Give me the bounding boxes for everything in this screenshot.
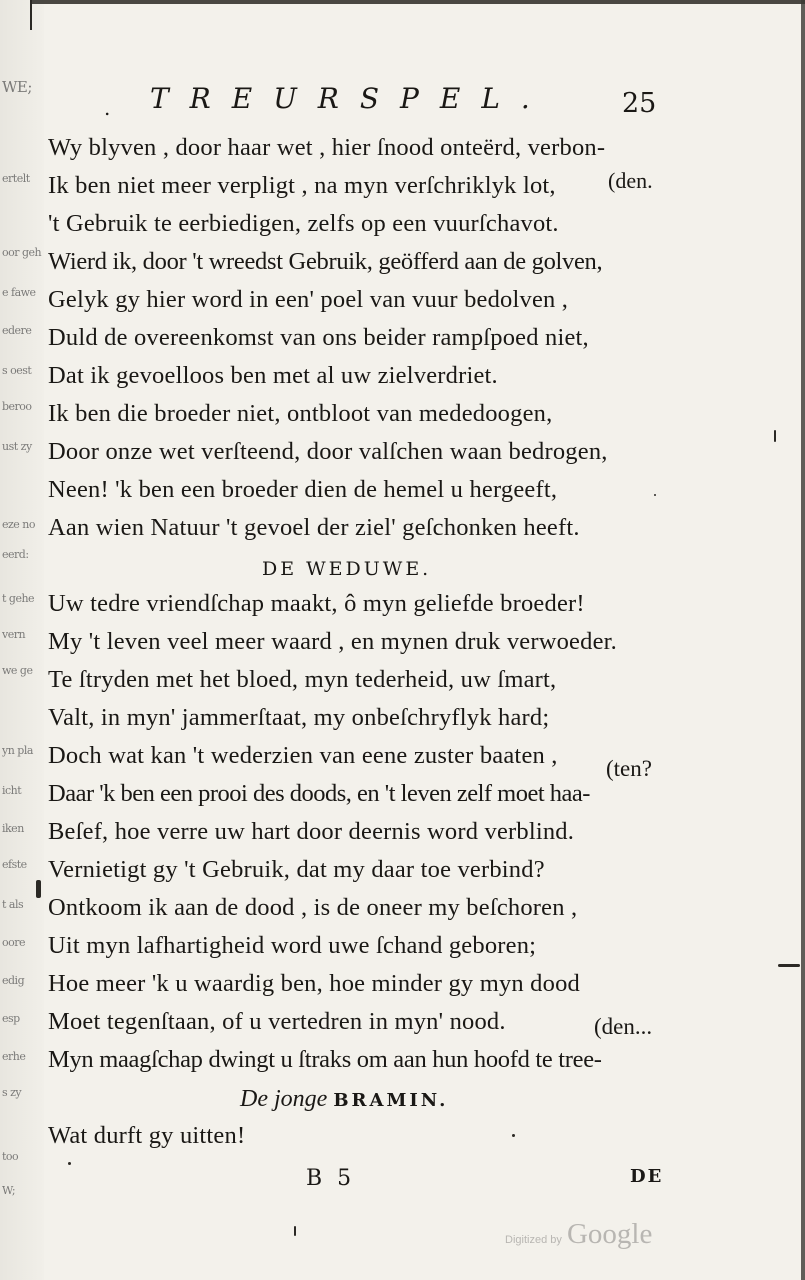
verse-line: Wat durft gy uitten! bbox=[48, 1122, 246, 1149]
ink-speck bbox=[36, 880, 41, 898]
verse-line: Uw tedre vriendſchap maakt, ô myn geliefde broeder! bbox=[48, 590, 585, 617]
bleed-through-text: ertelt bbox=[2, 172, 30, 185]
bleed-through-text: oor geh bbox=[2, 246, 42, 259]
bleed-through-text: esp bbox=[2, 1012, 20, 1025]
speaker-prefix: De jonge bbox=[240, 1086, 328, 1112]
ink-speck bbox=[512, 1134, 515, 1137]
ink-speck bbox=[778, 964, 800, 967]
verse-line: Aan wien Natuur 't gevoel der ziel' geſchonken heeft. bbox=[48, 514, 580, 541]
bleed-through-text: too bbox=[2, 1150, 19, 1163]
bleed-through-text: yn pla bbox=[2, 744, 33, 757]
bleed-through-text: e fawe bbox=[2, 286, 36, 299]
verse-line: My 't leven veel meer waard , en mynen druk verwoeder. bbox=[48, 628, 617, 655]
page-number: 25 bbox=[622, 88, 657, 119]
bleed-through-text: beroo bbox=[2, 400, 32, 413]
verse-turnover: (den. bbox=[608, 168, 653, 193]
ink-speck bbox=[774, 430, 776, 442]
signature-mark: B 5 bbox=[306, 1166, 356, 1191]
verse-line: Moet tegenſtaan, of u vertedren in myn' nood. bbox=[48, 1008, 506, 1035]
verse-line: Door onze wet verſteend, door valſchen waan bedrogen, bbox=[48, 438, 608, 465]
speaker-name: BRAMIN. bbox=[333, 1090, 449, 1111]
verse-line: Ik ben niet meer verpligt , na myn verſchriklyk lot, bbox=[48, 172, 556, 199]
bleed-through-text: edig bbox=[2, 974, 25, 987]
verse-line: Wierd ik, door 't wreedst Gebruik, geöfferd aan de golven, bbox=[48, 248, 603, 275]
bleed-through-text: s zy bbox=[2, 1086, 22, 1099]
bleed-through-text: edere bbox=[2, 324, 32, 337]
verse-line: Duld de overeenkomst van ons beider rampſpoed niet, bbox=[48, 324, 589, 351]
bleed-through-text: W; bbox=[2, 1184, 16, 1197]
watermark-prefix: Digitized by bbox=[505, 1234, 562, 1246]
speaker-heading bbox=[240, 1086, 448, 1113]
verse-line: Beſef, hoe verre uw hart door deernis word verblind. bbox=[48, 818, 575, 845]
verse-line: Uit myn lafhartigheid word uwe ſchand geboren; bbox=[48, 932, 537, 959]
bleed-through-text: eze no bbox=[2, 518, 36, 531]
page-top-edge bbox=[30, 0, 805, 4]
digitization-watermark bbox=[505, 1218, 652, 1251]
verse-line: Neen! 'k ben een broeder dien de hemel u hergeeft, bbox=[48, 476, 558, 503]
running-head-dot: . bbox=[104, 96, 111, 120]
verse-line: Dat ik gevoelloos ben met al uw zielverdriet. bbox=[48, 362, 498, 389]
verse-turnover: (den... bbox=[594, 1014, 653, 1039]
bleed-through-text: efste bbox=[2, 858, 27, 871]
running-head-title: TREURSPEL. bbox=[150, 82, 551, 115]
bleed-through-text: ust zy bbox=[2, 440, 32, 453]
verse-line: Valt, in myn' jammerſtaat, my onbeſchryflyk hard; bbox=[48, 704, 550, 731]
bleed-through-text: oore bbox=[2, 936, 26, 949]
bleed-through-text: t als bbox=[2, 898, 24, 911]
verse-line: Daar 'k ben een prooi des doods, en 't leven zelf moet haa- bbox=[48, 780, 590, 807]
verse-line: 't Gebruik te eerbiedigen, zelfs op een vuurſchavot. bbox=[48, 210, 559, 237]
bleed-through-text: we ge bbox=[2, 664, 33, 677]
catchword: DE bbox=[630, 1166, 664, 1187]
bleed-through-text: vern bbox=[2, 628, 26, 641]
verse-line: Ontkoom ik aan de dood , is de oneer my beſchoren , bbox=[48, 894, 578, 921]
verse-line: Te ſtryden met het bloed, myn tederheid, uw ſmart, bbox=[48, 666, 557, 693]
bleed-through-text: s oest bbox=[2, 364, 32, 377]
page-corner-mark bbox=[30, 0, 32, 30]
verse-line: Vernietigt gy 't Gebruik, dat my daar toe verbind? bbox=[48, 856, 545, 883]
verse-line: Myn maagſchap dwingt u ſtraks om aan hun hoofd te tree- bbox=[48, 1046, 602, 1073]
bleed-through-text: t gehe bbox=[2, 592, 35, 605]
ink-speck bbox=[654, 494, 656, 496]
bleed-through-text: icht bbox=[2, 784, 22, 797]
watermark-brand: Google bbox=[566, 1218, 653, 1250]
bleed-through-text: erhe bbox=[2, 1050, 26, 1063]
verse-line: Hoe meer 'k u waardig ben, hoe minder gy myn dood bbox=[48, 970, 580, 997]
verse-turnover: (ten? bbox=[606, 756, 652, 781]
verse-line: Wy blyven , door haar wet , hier ſnood onteërd, verbon- bbox=[48, 134, 606, 161]
ink-speck bbox=[68, 1162, 71, 1165]
page-right-edge bbox=[801, 0, 805, 1280]
bleed-through-text: eerd: bbox=[2, 548, 29, 561]
ink-speck bbox=[294, 1226, 296, 1236]
facing-page-margin bbox=[0, 0, 44, 1280]
verse-line: Gelyk gy hier word in een' poel van vuur bedolven , bbox=[48, 286, 569, 313]
verse-line: Ik ben die broeder niet, ontbloot van mededoogen, bbox=[48, 400, 553, 427]
speaker-heading: DE WEDUWE. bbox=[262, 558, 432, 580]
verse-line: Doch wat kan 't wederzien van eene zuster baaten , bbox=[48, 742, 558, 769]
bleed-through-text: iken bbox=[2, 822, 24, 835]
bleed-through-text: WE; bbox=[2, 78, 32, 96]
